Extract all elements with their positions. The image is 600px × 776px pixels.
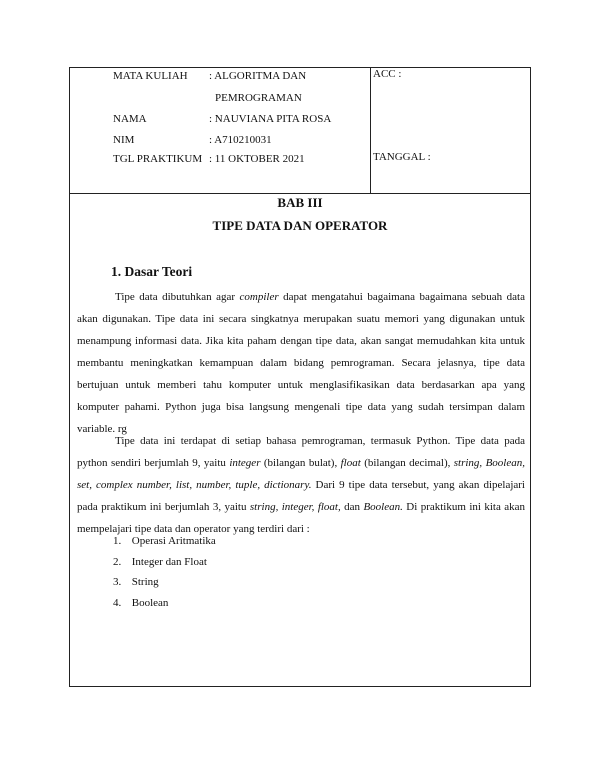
list-item: 2. Integer dan Float bbox=[113, 555, 207, 568]
paragraph-1: Tipe data dibutuhkan agar compiler dapat mengatahui bagaimana bagaimana sebuah data akan digunakan. Tipe data ini secara singkatnya merupakan suatu memori yang digunakan untuk menampung informasi data. Jika kita paham dengan tipe data, akan sangat memudahkan kita untuk membantu meningkatkan kemampuan dalam bidang pemrograman. Secara jelasnya, tipe data bertujuan untuk memberi tahu komputer untuk menglasifikasikan data berdasarkan apa yang komputer pahami. Python juga bisa langsung mengenali tipe data yang sudah tersimpan dalam variable. rg bbox=[77, 291, 525, 435]
document-frame bbox=[69, 67, 531, 687]
value-mata-kuliah-cont: PEMROGRAMAN bbox=[215, 92, 302, 104]
list-item: 4. Boolean bbox=[113, 596, 169, 609]
acc-label: ACC : bbox=[373, 68, 402, 80]
tanggal-label: TANGGAL : bbox=[373, 151, 431, 163]
label-mata-kuliah: MATA KULIAH bbox=[113, 70, 188, 82]
chapter-title: TIPE DATA DAN OPERATOR bbox=[212, 218, 388, 233]
value-mata-kuliah: : ALGORITMA DAN bbox=[209, 70, 307, 82]
value-nim: : A710210031 bbox=[209, 134, 272, 146]
list-item: 1. Operasi Aritmatika bbox=[113, 535, 216, 547]
list-item: 3. String bbox=[113, 576, 159, 588]
value-nama: : NAUVIANA PITA ROSA bbox=[209, 113, 332, 125]
value-tgl-praktikum: : 11 OKTOBER 2021 bbox=[209, 153, 305, 165]
chapter-number: BAB III bbox=[277, 195, 323, 210]
label-nim: NIM bbox=[113, 134, 135, 146]
label-nama: NAMA bbox=[113, 113, 147, 125]
section-heading: 1. Dasar Teori bbox=[111, 264, 193, 279]
label-tgl-praktikum: TGL PRAKTIKUM bbox=[113, 153, 203, 165]
header-divider bbox=[70, 193, 530, 194]
paragraph-2: Tipe data ini terdapat di setiap bahasa pemrograman, termasuk Python. Tipe data pada python sendiri berjumlah 9, yaitu integer (bilangan bulat), float (bilangan decimal), string, Boolean, set, complex number, list, number, tuple, dictionary. Dari 9 tipe data tersebut, yang akan dipelajari pada praktikum ini berjumlah 3, yaitu string, integer, float, dan Boolean. Di praktikum ini kita akan mempelajari tipe data dan operator yang terdiri dari : bbox=[77, 435, 526, 535]
header-column-divider bbox=[370, 68, 371, 193]
topic-list bbox=[113, 531, 216, 613]
